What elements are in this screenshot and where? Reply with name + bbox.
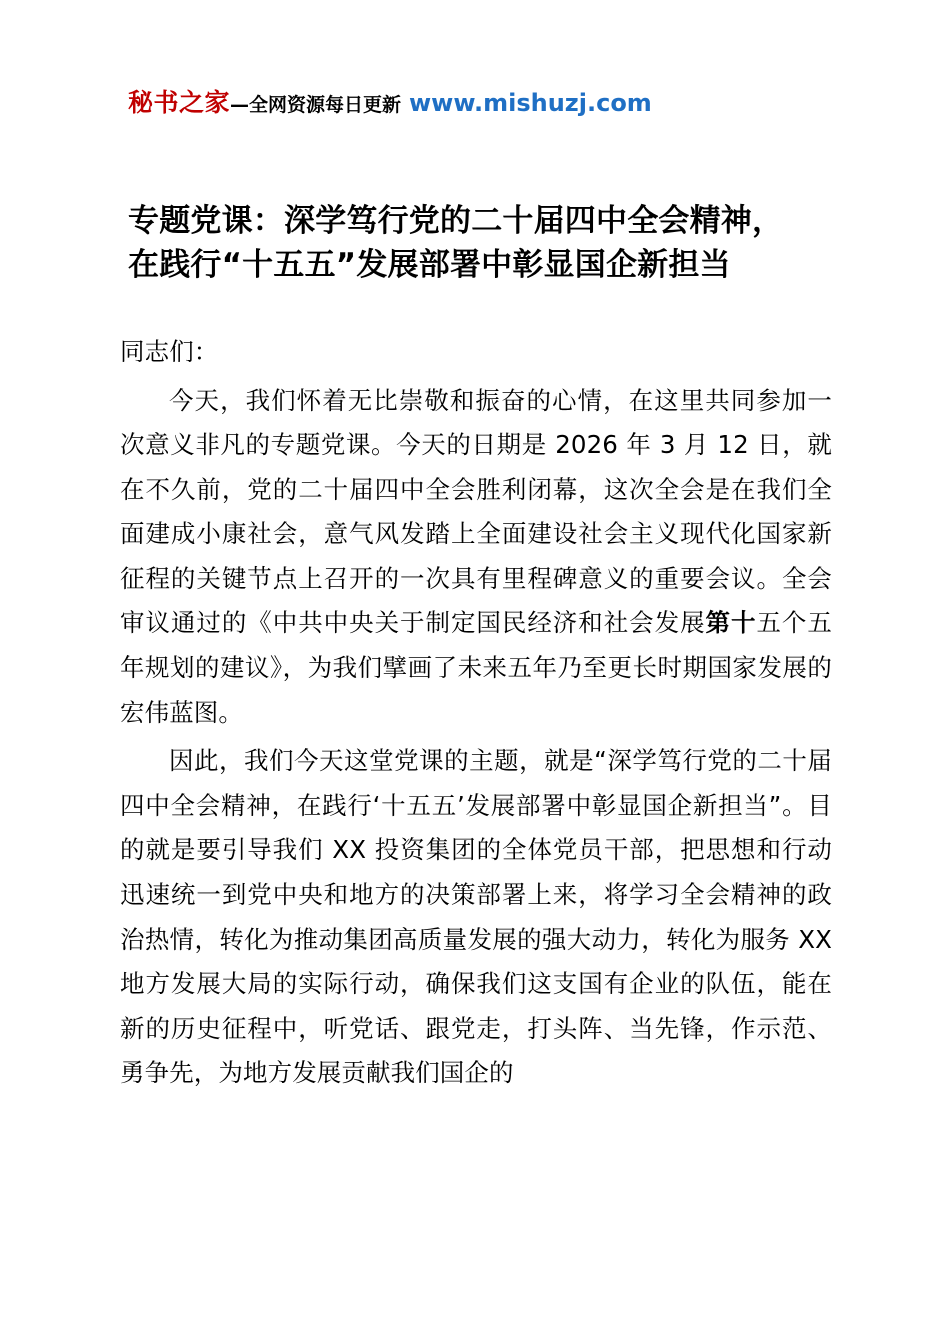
body-paragraph-2: 因此，我们今天这堂党课的主题，就是“深学笃行党的二十届四中全会精神，在践行‘十五五’发展部署中彰显国企新担当”。目的就是要引导我们 XX 投资集团的全体党员干部，把思想和行动迅速统一到党中央和地方的决策部署上来，将学习全会精神的政治热情，转化为推动集团高质量发展的强大动力，转化为服务 XX 地方发展大局的实际行动，确保我们这支国有企业的队伍，能在新的历史征程中，听党话、跟党走，打头阵、当先锋，作示范、勇争先，为地方发展贡献我们国企的 <box>120 746 832 1088</box>
document-body <box>120 330 832 1100</box>
page-title <box>128 199 828 287</box>
salutation-paragraph: 同志们： <box>120 337 219 366</box>
page-title-line-2: 在践行“十五五”发展部署中彰显国企新担当 <box>128 246 731 283</box>
body-paragraph-1-emphasis: 第十 <box>705 608 757 638</box>
body-paragraph-1 <box>120 379 832 736</box>
body-paragraph-1-part-b: 五个五年规划的建议》，为我们擘画了未来五年乃至更长时期国家发展的宏伟蓝图。 <box>120 608 832 727</box>
site-url[interactable]: www.mishuzj.com <box>408 89 652 117</box>
body-paragraph-1-part-a: 今天，我们怀着无比崇敬和振奋的心情，在这里共同参加一次意义非凡的专题党课。今天的日期是 2026 年 3 月 12 日，就在不久前，党的二十届四中全会胜利闭幕，这次全会是在我们全面建成小康社会，意气风发踏上全面建设社会主义现代化国家新征程的关键节点上召开的一次具有里程碑意义的重要会议。全会审议通过的《中共中央关于制定国民经济和社会发展 <box>120 385 832 638</box>
site-watermark-header <box>128 88 652 118</box>
site-brand-name: 秘书之家 <box>128 88 231 117</box>
site-tagline: —全网资源每日更新 <box>230 94 402 116</box>
page-title-line-1: 专题党课：深学笃行党的二十届四中全会精神， <box>128 202 784 239</box>
